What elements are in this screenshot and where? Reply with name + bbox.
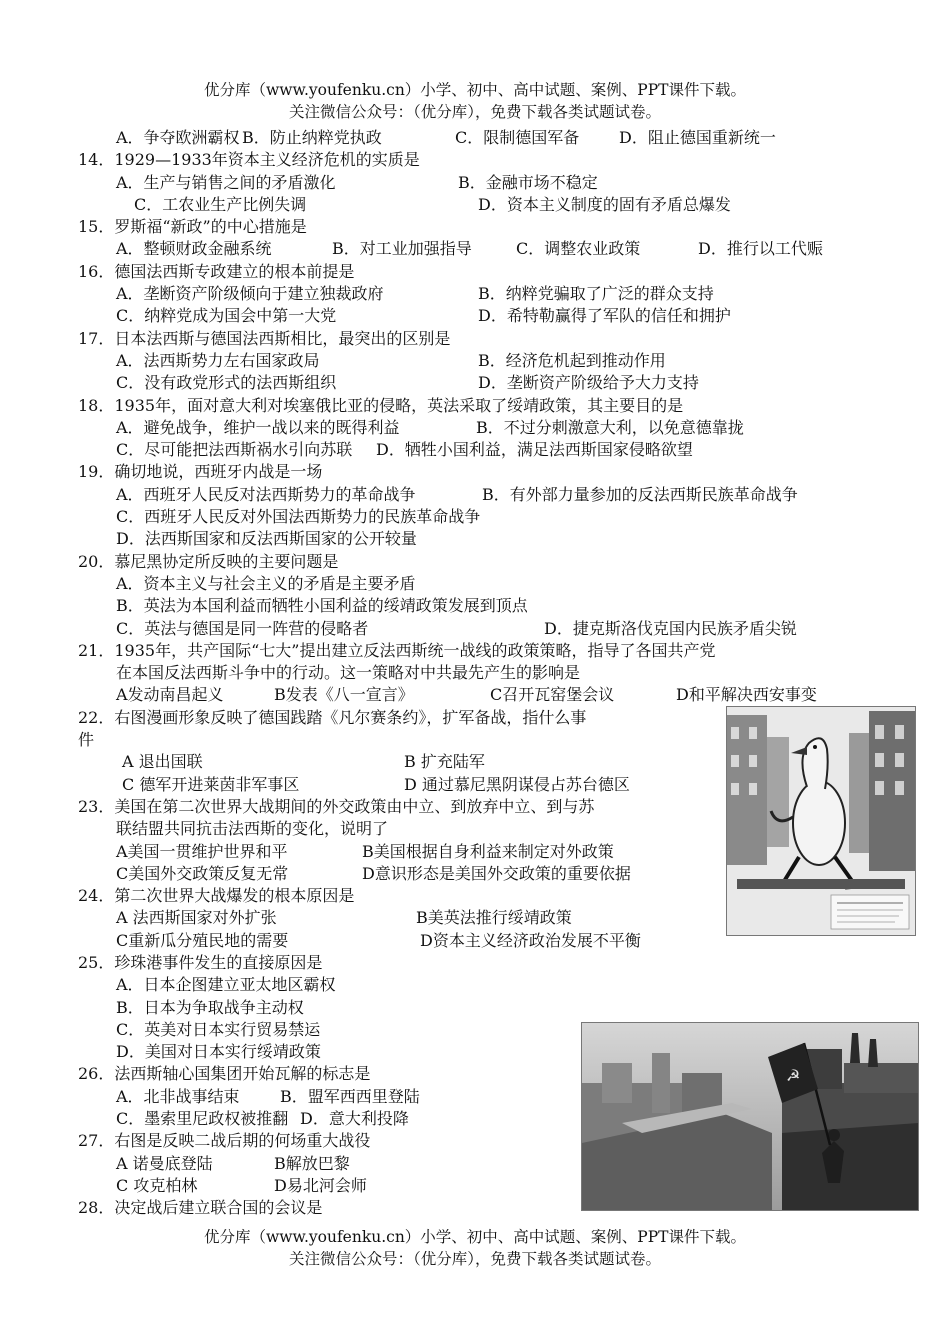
footer-line-1: 优分库（www.youfenku.cn）小学、初中、高中试题、案例、PPT课件下载。 [203, 1228, 747, 1246]
q25-option-d: D．美国对日本实行绥靖政策 [116, 1042, 321, 1062]
q26-option-a: A．北非战事结束 [116, 1086, 240, 1106]
q17-option-d: D．垄断资产阶级给予大力支持 [478, 373, 699, 393]
q17-options-row1 [78, 350, 878, 372]
q15-option-a: A．整顿财政金融系统 [116, 239, 272, 259]
q17-stem: 17．日本法西斯与德国法西斯相比，最突出的区别是 [78, 328, 451, 348]
q21-options [78, 684, 878, 706]
header-line-1: 优分库（www.youfenku.cn）小学、初中、高中试题、案例、PPT课件下载。 [203, 81, 747, 99]
q21-stem-line-2: 在本国反法西斯斗争中的行动。这一策略对中共最先产生的影响是 [116, 663, 581, 683]
q24-stem: 24．第二次世界大战爆发的根本原因是 [78, 886, 355, 906]
q26-option-c: C．墨索里尼政权被推翻 [116, 1109, 289, 1129]
q15-option-c: C．调整农业政策 [516, 239, 641, 259]
q13-option-d: D．阻止德国重新统一 [619, 128, 776, 147]
q23-option-b: B美国根据自身利益来制定对外政策 [362, 841, 614, 861]
q15-option-b: B．对工业加强指导 [332, 239, 472, 259]
q25-option-a: A．日本企图建立亚太地区霸权 [116, 975, 336, 995]
q13-options [78, 127, 878, 149]
q15-option-d: D．推行以工代赈 [698, 239, 823, 259]
q22-stem-line-2: 件 [78, 730, 95, 750]
q24-option-b: B美英法推行绥靖政策 [416, 908, 572, 928]
q13-option-b: B．防止纳粹党执政 [242, 128, 382, 147]
q28-stem: 28．决定战后建立联合国的会议是 [78, 1198, 323, 1218]
q21-option-b: B发表《八一宣言》 [274, 685, 414, 705]
q14-option-a: A．生产与销售之间的矛盾激化 [116, 172, 336, 192]
q19-option-c: C．西班牙人民反对外国法西斯势力的民族革命战争 [116, 507, 481, 527]
q23-stem-line-1: 23．美国在第二次世界大战期间的外交政策由中立、到放弃中立、到与苏 [78, 796, 595, 816]
q14-options-row1 [78, 172, 878, 194]
q26-option-d: D．意大利投降 [300, 1109, 409, 1129]
q26-stem: 26．法西斯轴心国集团开始瓦解的标志是 [78, 1064, 371, 1084]
q17-option-c: C．没有政党形式的法西斯组织 [116, 373, 337, 393]
q19-option-b: B．有外部力量参加的反法西斯民族革命战争 [482, 484, 798, 504]
q25-stem: 25．珍珠港事件发生的直接原因是 [78, 952, 323, 972]
q18-options-row1 [78, 417, 878, 439]
q14-stem: 14．1929—1933年资本主义经济危机的实质是 [78, 150, 420, 170]
q27-option-d: D易北河会师 [274, 1175, 367, 1195]
q13-option-a: A．争夺欧洲霸权 [116, 128, 240, 147]
q14-option-c: C．工农业生产比例失调 [134, 194, 307, 214]
q18-option-b: B．不过分刺激意大利，以免意德靠拢 [476, 417, 744, 437]
q20-option-d: D．捷克斯洛伐克国内民族矛盾尖锐 [544, 618, 797, 638]
q16-options-row1 [78, 283, 878, 305]
q25-option-b: B．日本为争取战争主动权 [116, 997, 304, 1017]
q14-option-d: D．资本主义制度的固有矛盾总爆发 [478, 194, 731, 214]
q18-option-a: A．避免战争，维护一战以来的既得利益 [116, 417, 400, 437]
q20-option-b: B．英法为本国利益而牺牲小国利益的绥靖政策发展到顶点 [116, 596, 528, 616]
q24-option-c: C重新瓜分殖民地的需要 [116, 930, 289, 950]
q23-option-a: A美国一贯维护世界和平 [116, 841, 288, 861]
q26-option-b: B．盟军西西里登陆 [280, 1086, 420, 1106]
q27-option-c: C 攻克柏林 [116, 1175, 198, 1195]
q27-option-b: B解放巴黎 [274, 1153, 350, 1173]
q18-option-d: D．牺牲小国利益，满足法西斯国家侵略欲望 [376, 440, 693, 460]
q22-option-d: D 通过慕尼黑阴谋侵占苏台德区 [404, 774, 630, 794]
q16-option-b: B．纳粹党骗取了广泛的群众支持 [478, 284, 714, 304]
q21-option-a: A发动南昌起义 [116, 685, 224, 705]
q24-option-d: D资本主义经济政治发展不平衡 [420, 930, 641, 950]
q27-battle-photo [581, 1022, 919, 1211]
q21-stem-line-1: 21．1935年，共产国际“七大”提出建立反法西斯统一战线的政策策略，指导了各国共产党 [78, 640, 716, 660]
q22-option-a: A 退出国联 [122, 752, 203, 772]
q22-stem-line-1: 22．右图漫画形象反映了德国践踏《凡尔赛条约》，扩军备战，指什么事 [78, 707, 587, 727]
q20-stem: 20．慕尼黑协定所反映的主要问题是 [78, 551, 339, 571]
q21-option-c: C召开瓦窑堡会议 [490, 685, 615, 705]
q16-option-d: D．希特勒赢得了军队的信任和拥护 [478, 306, 731, 326]
q13-option-c: C．限制德国军备 [455, 128, 580, 147]
page-header [0, 79, 950, 123]
q16-option-c: C．纳粹党成为国会中第一大党 [116, 306, 337, 326]
q20-option-a: A．资本主义与社会主义的矛盾是主要矛盾 [116, 573, 416, 593]
q19-option-a: A．西班牙人民反对法西斯势力的革命战争 [116, 484, 416, 504]
q19-options-row1 [78, 484, 878, 506]
q24-option-a: A 法西斯国家对外扩张 [116, 908, 277, 928]
q25-option-c: C．英美对日本实行贸易禁运 [116, 1019, 321, 1039]
page-footer [0, 1226, 950, 1270]
q18-options-row2 [78, 439, 878, 461]
q16-option-a: A．垄断资产阶级倾向于建立独裁政府 [116, 284, 384, 304]
q17-option-b: B．经济危机起到推动作用 [478, 350, 666, 370]
q22-option-b: B 扩充陆军 [404, 752, 485, 772]
q18-option-c: C．尽可能把法西斯祸水引向苏联 [116, 440, 353, 460]
q22-cartoon-image [726, 706, 916, 936]
q17-options-row2 [78, 372, 878, 394]
q27-option-a: A 诺曼底登陆 [116, 1153, 213, 1173]
q27-stem: 27．右图是反映二战后期的何场重大战役 [78, 1131, 371, 1151]
q23-option-c: C美国外交政策反复无常 [116, 863, 289, 883]
q15-options [78, 238, 878, 260]
q19-option-d: D．法西斯国家和反法西斯国家的公开较量 [116, 529, 417, 549]
q19-stem: 19．确切地说，西班牙内战是一场 [78, 462, 323, 482]
q18-stem: 18．1935年，面对意大利对埃塞俄比亚的侵略，英法采取了绥靖政策，其主要目的是 [78, 395, 684, 415]
q22-option-c: C 德军开进莱茵非军事区 [122, 774, 300, 794]
q23-option-d: D意识形态是美国外交政策的重要依据 [362, 863, 631, 883]
q14-options-row2 [78, 194, 878, 216]
q17-option-a: A．法西斯势力左右国家政局 [116, 350, 320, 370]
q23-stem-line-2: 联结盟共同抗击法西斯的变化，说明了 [116, 819, 389, 839]
svg-text:☭: ☭ [786, 1066, 801, 1085]
q21-option-d: D和平解决西安事变 [676, 685, 817, 705]
q20-option-c: C．英法与德国是同一阵营的侵略者 [116, 618, 369, 638]
header-line-2: 关注微信公众号：（优分库），免费下载各类试题试卷。 [288, 103, 661, 121]
q16-stem: 16．德国法西斯专政建立的根本前提是 [78, 261, 355, 281]
q14-option-b: B．金融市场不稳定 [458, 172, 598, 192]
q16-options-row2 [78, 305, 878, 327]
footer-line-2: 关注微信公众号：（优分库），免费下载各类试题试卷。 [288, 1250, 661, 1268]
q20-options-row3 [78, 618, 878, 640]
q15-stem: 15．罗斯福“新政”的中心措施是 [78, 217, 307, 237]
